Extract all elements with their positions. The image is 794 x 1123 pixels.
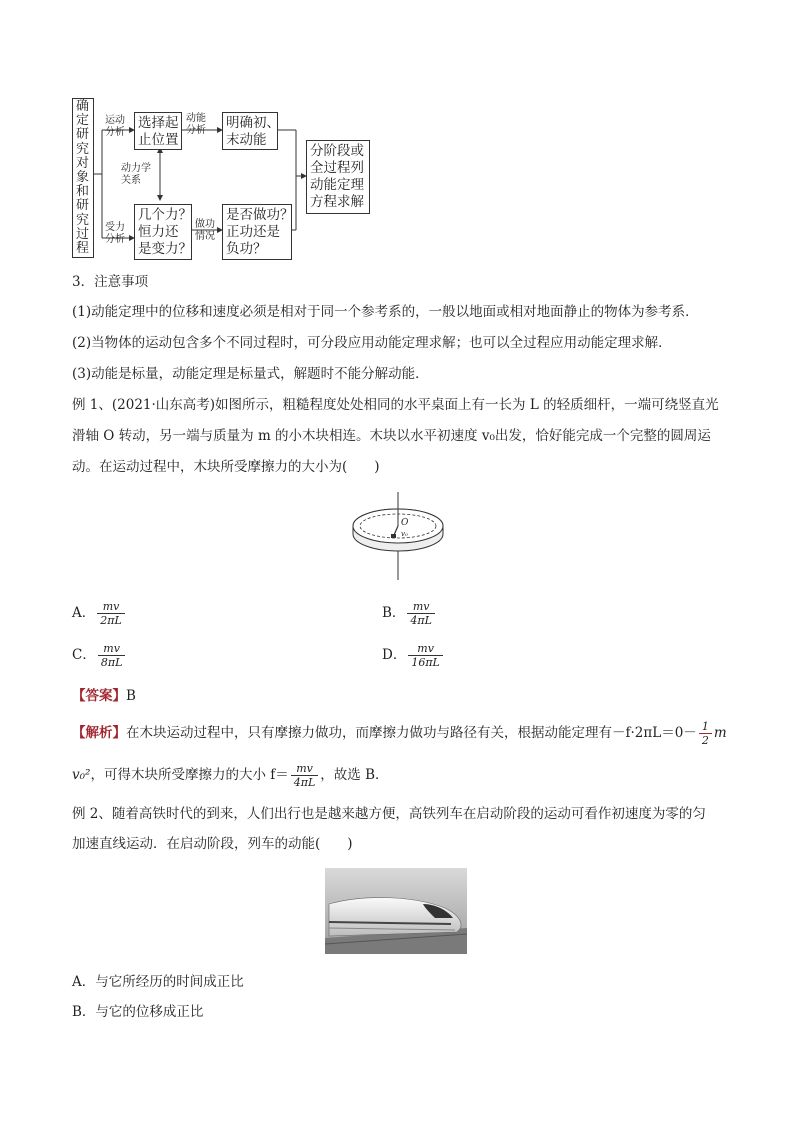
section-heading: 3．注意事项 bbox=[72, 274, 149, 290]
ke-analysis-label: 动能 分析 bbox=[186, 113, 206, 136]
analysis-v0sq: v₀² bbox=[72, 767, 91, 783]
example2-line2: 加速直线运动．在启动阶段，列车的动能( ) bbox=[72, 836, 353, 852]
v0-label: v₀ bbox=[401, 530, 408, 538]
example2-option-b[interactable]: B．与它的位移成正比 bbox=[72, 1004, 204, 1020]
analysis-half-num: 1 bbox=[699, 720, 712, 734]
analysis-line2 bbox=[72, 762, 389, 789]
example2-option-a[interactable]: A．与它所经历的时间成正比 bbox=[72, 974, 244, 990]
axis-o-label: O bbox=[401, 518, 409, 528]
high-speed-train-image bbox=[325, 868, 467, 954]
answer-line bbox=[72, 686, 136, 706]
option-c-num: mv bbox=[98, 642, 126, 656]
note-1: (1)动能定理中的位移和速度必须是相对于同一个参考系的，一般以地面或相对地面静止的物体为参考系． bbox=[72, 304, 699, 320]
option-d[interactable] bbox=[382, 642, 445, 669]
analysis-text2b: ，故选 B． bbox=[320, 767, 389, 783]
option-a-letter: A． bbox=[72, 605, 96, 621]
work-done-box: 是否做功？ 正功还是 负功？ bbox=[222, 204, 292, 260]
option-d-num: mv bbox=[408, 642, 443, 656]
option-a-num: mv bbox=[97, 600, 125, 614]
dynamics-relation-label: 动力学 关系 bbox=[121, 163, 151, 186]
analysis-half-den: 2 bbox=[701, 734, 709, 747]
motion-analysis-label: 运动 分析 bbox=[105, 115, 125, 138]
select-positions-box: 选择起 止位置 bbox=[134, 112, 182, 150]
initial-final-ke-box: 明确初、 末动能 bbox=[222, 112, 278, 150]
answer-tag: 【答案】 bbox=[72, 688, 126, 704]
option-c-letter: C． bbox=[72, 647, 96, 663]
work-label: 做功 情况 bbox=[195, 219, 215, 242]
note-2: (2)当物体的运动包含多个不同过程时，可分段应用动能定理求解；也可以全过程应用动能定理求解． bbox=[72, 335, 672, 351]
example1-line3: 动。在运动过程中，木块所受摩擦力的大小为( ) bbox=[72, 459, 380, 475]
option-b-letter: B． bbox=[382, 605, 406, 621]
answer-value: B bbox=[126, 688, 136, 704]
analysis-text2a: ，可得木块所受摩擦力的大小 f＝ bbox=[90, 767, 289, 783]
analysis-m: m bbox=[713, 725, 727, 741]
option-d-letter: D． bbox=[382, 647, 407, 663]
force-analysis-label: 受力 分析 bbox=[105, 222, 125, 245]
example1-line2: 滑轴 O 转动，另一端与质量为 m 的小木块相连。木块以水平初速度 v₀出发，恰好能完成一个完整的圆周运 bbox=[72, 428, 711, 444]
option-b[interactable] bbox=[382, 600, 437, 627]
option-c[interactable] bbox=[72, 642, 127, 669]
analysis-tag: 【解析】 bbox=[72, 725, 126, 741]
analysis-text1: 在木块运动过程中，只有摩擦力做功，而摩擦力做功与路径有关，根据动能定理有－f·2πL＝0－ bbox=[126, 725, 697, 741]
option-b-num: mv bbox=[407, 600, 435, 614]
analysis-line1 bbox=[72, 720, 727, 747]
solve-equation-box: 分阶段或 全过程列 动能定理 方程求解 bbox=[306, 140, 370, 214]
option-c-den: 8πL bbox=[100, 656, 123, 669]
example1-line1: 例 1、(2021·山东高考)如图所示，粗糙程度处处相同的水平桌面上有一长为 L 的轻质细杆，一端可绕竖直光 bbox=[72, 397, 719, 413]
flow-start-box: 确 定 研 究 对 象 和 研 究 过 程 bbox=[72, 98, 94, 258]
note-3: (3)动能是标量，动能定理是标量式，解题时不能分解动能． bbox=[72, 366, 429, 382]
analysis-f-num: mv bbox=[291, 762, 319, 776]
option-a[interactable] bbox=[72, 600, 127, 627]
option-b-den: 4πL bbox=[410, 614, 432, 627]
analysis-f-den: 4πL bbox=[293, 776, 316, 789]
rotating-rod-figure bbox=[340, 490, 460, 582]
example2-line1: 例 2、随着高铁时代的到来，人们出行也是越来越方便，高铁列车在启动阶段的运动可看作初速度为零的匀 bbox=[72, 806, 706, 822]
option-a-den: 2πL bbox=[100, 614, 122, 627]
option-d-den: 16πL bbox=[411, 656, 440, 669]
forces-box: 几个力？ 恒力还 是变力？ bbox=[134, 204, 192, 260]
